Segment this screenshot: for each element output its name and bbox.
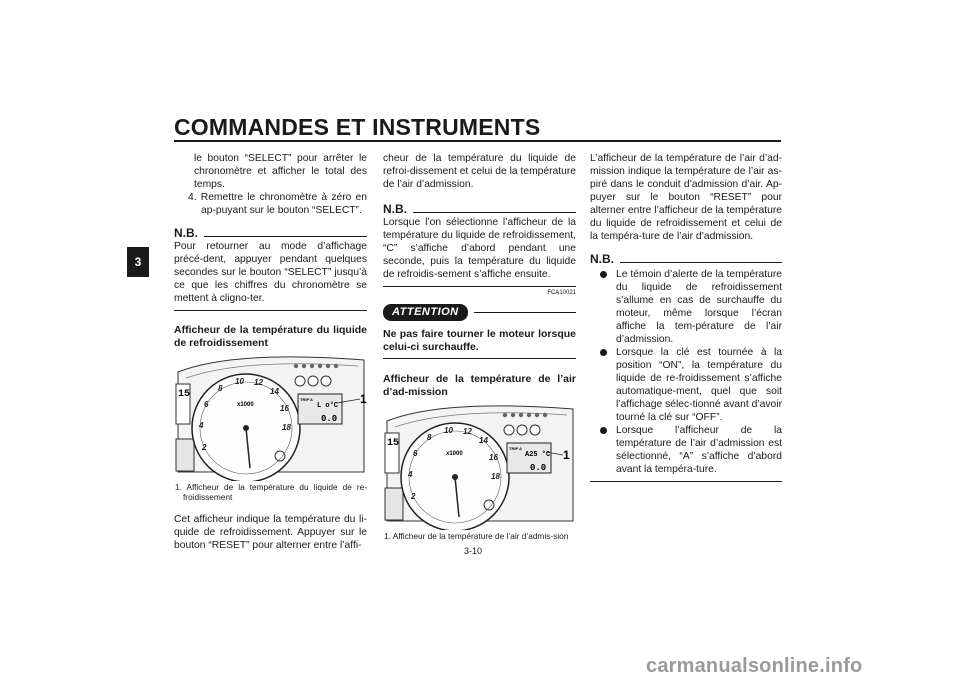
trip-label: TRIP A <box>509 446 522 451</box>
gauge-numeral: 16 <box>489 453 498 462</box>
column-1 <box>174 152 367 552</box>
page-title: COMMANDES ET INSTRUMENTS <box>174 114 541 140</box>
gauge-numeral: 12 <box>463 427 472 436</box>
gauge-numeral: 16 <box>280 404 289 413</box>
nb-label: N.B. <box>174 226 198 240</box>
attention-header <box>383 304 576 321</box>
odometer-display: 0.0 <box>321 414 338 424</box>
column-3 <box>590 152 782 482</box>
nb-end-rule <box>590 481 782 482</box>
attention-end-rule <box>383 358 576 359</box>
nb-end-rule <box>174 310 367 311</box>
bullet-text: Lorsque l’afficheur de la température de l’air d’admission est sélectionné, “A” s’affiche d’abord avant la tempéra-ture. <box>616 425 782 475</box>
section-heading: Afficheur de la température de l’air d’ad-mission <box>383 373 576 398</box>
bullet-icon <box>600 271 607 278</box>
attention-rule <box>474 312 576 313</box>
bullet-text: Le témoin d’alerte de la température du liquide de refroidissement s’allume en cas de surchauffe du moteur, même lorsque l’écran affiche la tem-pérature de l’air d’admission. <box>616 269 782 345</box>
gauge-numeral: 10 <box>235 377 244 386</box>
gauge-numeral: 12 <box>254 378 263 387</box>
gauge-numeral: 8 <box>427 433 432 442</box>
step-4: 4. Remettre le chronomètre à zéro en ap-puyant sur le bouton “SELECT”. <box>188 192 367 216</box>
gauge-numeral: 18 <box>491 472 500 481</box>
nb-header <box>590 253 782 266</box>
para-intro: le bouton “SELECT” pour arrêter le chronomètre et afficher le total des temps. <box>194 153 367 190</box>
rpm-label: x1000 <box>446 451 463 457</box>
bullet-text: Lorsque la clé est tournée à la position “ON”, la température du liquide de re-froidissement s’affiche automatique-ment, quel que soit l’affichage sélec-tionné avant d’avoir tourné la clé sur “OFF”. <box>616 347 782 423</box>
instrument-figure <box>174 354 367 481</box>
list-item <box>590 424 782 476</box>
figure-caption: 1. Afficheur de la température du liquide de re-froidissement <box>175 482 367 502</box>
attention-text: Ne pas faire tourner le moteur lorsque celui-ci surchauffe. <box>383 328 576 353</box>
bullet-icon <box>600 349 607 356</box>
speed-digits: 15 <box>387 438 400 449</box>
chapter-tab: 3 <box>127 247 149 277</box>
nb-header <box>383 203 576 216</box>
gauge-numeral: 8 <box>218 384 223 393</box>
nb-text: Pour retourner au mode d’affichage précé-dent, appuyer pendant quelques secondes sur le bouton “SELECT” jusqu’à ce que les chiffres du chronomètre se mettent à cligno-ter. <box>174 241 367 304</box>
nb-rule <box>620 262 782 263</box>
nb-header <box>174 227 367 240</box>
temperature-display: L o°C <box>317 402 339 410</box>
gauge-numeral: 6 <box>413 449 418 458</box>
nb-rule <box>204 236 367 237</box>
speed-digits: 15 <box>178 389 191 400</box>
gauge-numeral: 14 <box>479 436 488 445</box>
gauge-numeral: 6 <box>204 400 209 409</box>
temperature-display: A25 °C <box>525 451 551 459</box>
figure-callout: 1 <box>360 392 367 406</box>
para-cont: cheur de la température du liquide de refroi-dissement et celui de la température de l’air d’admission. <box>383 153 576 190</box>
gauge-numeral: 18 <box>282 423 291 432</box>
header-rule <box>174 140 781 142</box>
gauge-numeral: 2 <box>411 492 416 501</box>
section-heading: Afficheur de la température du liquide de refroidissement <box>174 324 367 349</box>
caution-code: FCA10021 <box>547 290 576 296</box>
trip-label: TRIP A <box>300 397 313 402</box>
figure-caption: 1. Afficheur de la température de l’air d’admis-sion <box>384 531 569 541</box>
nb-rule <box>413 212 576 213</box>
attention-badge: ATTENTION <box>383 304 468 321</box>
nb-label: N.B. <box>383 202 407 216</box>
list-item <box>590 346 782 424</box>
gauge-numeral: 10 <box>444 426 453 435</box>
bullet-icon <box>600 427 607 434</box>
rpm-label: x1000 <box>237 402 254 408</box>
list-item <box>590 268 782 346</box>
body-text: Cet afficheur indique la température du li-quide de refroidissement. Appuyer sur le bouton “RESET” pour alterner entre l’affi- <box>174 514 367 551</box>
instrument-cluster-illustration <box>383 403 576 530</box>
instrument-figure <box>383 403 576 530</box>
figure-callout: 1 <box>563 448 570 462</box>
gauge-numeral: 4 <box>408 470 413 479</box>
nb-text: Lorsque l’on sélectionne l’afficheur de la température du liquide de refroidissement, “C” s’affiche d’abord pendant une seconde, puis la température du liquide de refroidis-sement s’affiche ensuite. <box>383 217 576 280</box>
gauge-numeral: 4 <box>199 421 204 430</box>
page-number: 3-10 <box>464 546 483 556</box>
watermark: carmanualsonline.info <box>646 655 863 677</box>
odometer-display: 0.0 <box>530 463 547 473</box>
column-2 <box>383 152 576 541</box>
nb-label: N.B. <box>590 252 614 266</box>
gauge-numeral: 14 <box>270 387 279 396</box>
instrument-cluster-illustration <box>174 354 367 481</box>
para-main: L’afficheur de la température de l’air d’ad-mission indique la température de l’air as-piré dans le conduit d’admission d’air. Ap-puyer sur le bouton “RESET” pour alterner entre l’afficheur de la température du liquide de refroidissement et celui de la tempéra-ture de l’air d’admission. <box>590 153 782 242</box>
gauge-numeral: 2 <box>202 443 207 452</box>
